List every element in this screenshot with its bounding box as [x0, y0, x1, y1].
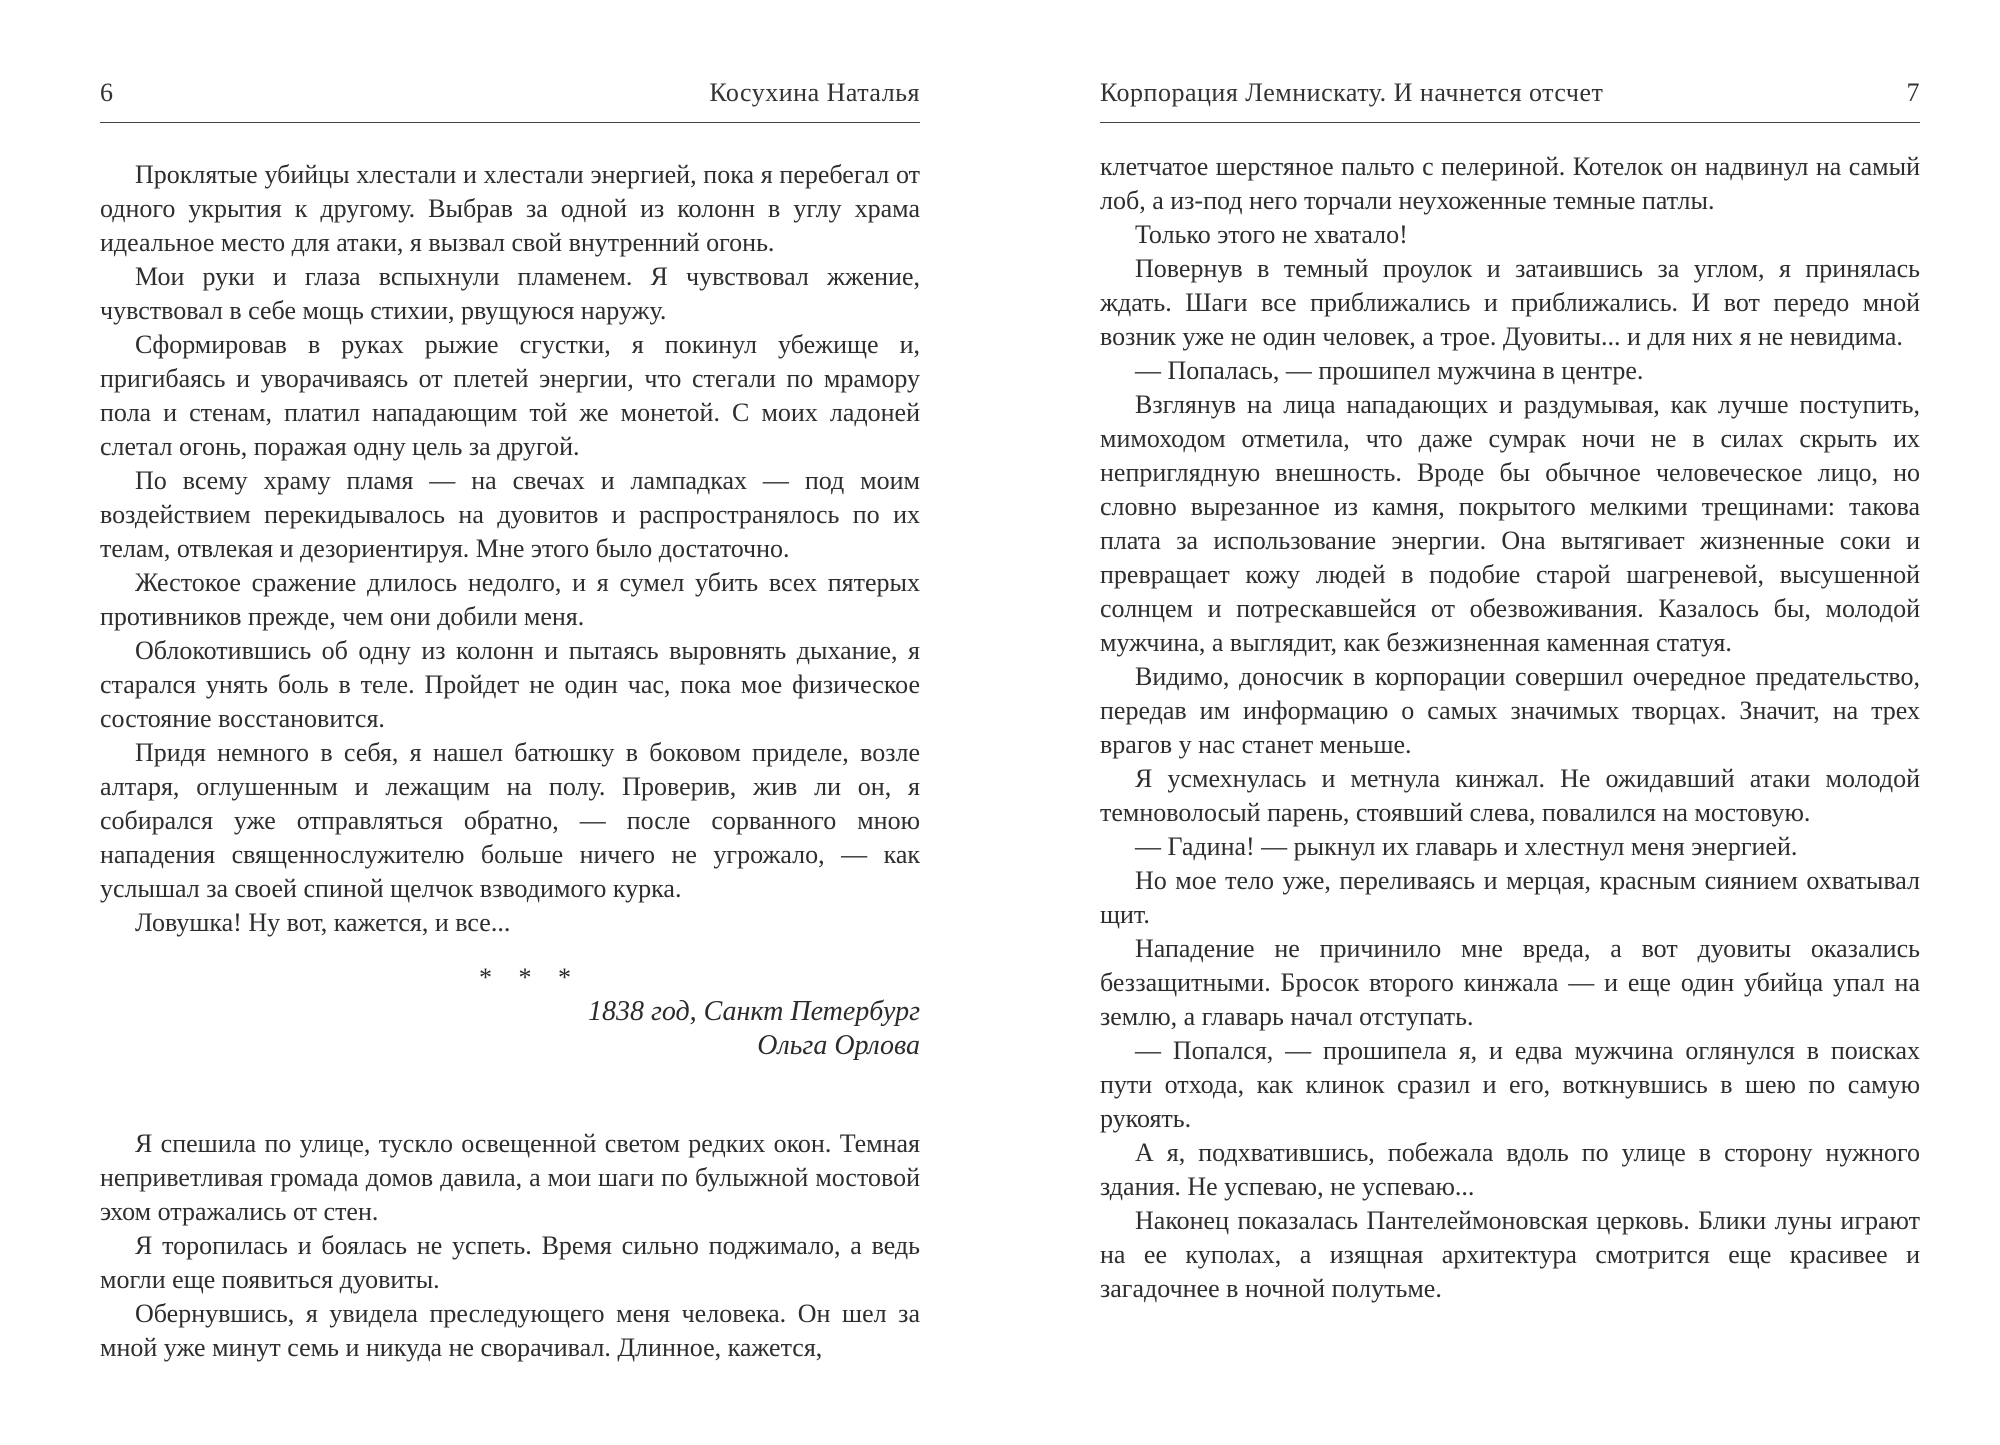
left-running-header: [100, 78, 920, 114]
section-break: * * *: [479, 963, 581, 992]
right-running-header: [1100, 78, 1920, 114]
left-header-rule: [100, 122, 920, 123]
paragraph: Придя немного в себя, я нашел батюшку в боковом приделе, возле алтаря, оглушенным и лежащим на полу. Проверив, жив ли он, я собирался уже отправляться обратно, — после сорванного мною нападения священнослужителю больше ничего не угрожало, — как услышал за своей спиной щелчок взводимого курка.: [100, 738, 920, 903]
paragraph: Наконец показалась Пантелеймоновская церковь. Блики луны играют на ее куполах, а изящная архитектура смотрится еще красивее и загадочнее в ночной полутьме.: [1100, 1206, 1920, 1303]
paragraph: Ловушка! Ну вот, кажется, и все...: [135, 908, 511, 937]
left-page: [100, 0, 920, 1445]
paragraph: Только этого не хватало!: [1135, 220, 1408, 249]
paragraph: Мои руки и глаза вспыхнули пламенем. Я чувствовал жжение, чувствовал в себе мощь стихии, рвущуюся наружу.: [100, 262, 920, 325]
paragraph: А я, подхватившись, побежала вдоль по улице в сторону нужного здания. Не успеваю, не успеваю...: [1100, 1138, 1920, 1201]
left-header-title: Косухина Наталья: [709, 78, 920, 107]
right-page: [1100, 0, 1920, 1445]
paragraph: По всему храму пламя — на свечах и лампадках — под моим воздействием перекидывалось на дуовитов и распространялось по их телам, отвлекая и дезориентируя. Мне этого было достаточно.: [100, 466, 920, 563]
paragraph: Жестокое сражение длилось недолго, и я сумел убить всех пятерых противников прежде, чем они добили меня.: [100, 568, 920, 631]
left-page-number: 6: [100, 78, 114, 107]
paragraph: Я торопилась и боялась не успеть. Время сильно поджимало, а ведь могли еще появиться дуовиты.: [100, 1231, 920, 1294]
paragraph: Проклятые убийцы хлестали и хлестали энергией, пока я перебегал от одного укрытия к другому. Выбрав за одной из колонн в углу храма идеальное место для атаки, я вызвал свой внутренний огонь.: [100, 160, 920, 257]
right-header-rule: [1100, 122, 1920, 123]
paragraph: — Гадина! — рыкнул их главарь и хлестнул меня энергией.: [1135, 832, 1798, 861]
chapter-character-name: Ольга Орлова: [757, 1030, 920, 1061]
left-page-body: [100, 158, 920, 1365]
paragraph: Взглянув на лица нападающих и раздумывая, как лучше поступить, мимоходом отметила, что даже сумрак ночи не в силах скрыть их неприглядную внешность. Вроде бы обычное человеческое лицо, но словно вырезанное из камня, покрытого мелкими трещинами: такова плата за использование энергии. Она вытягивает жизненные соки и превращает кожу людей в подобие старой шагреневой, высушенной солнцем и потрескавшейся от обезвоживания. Казалось бы, молодой мужчина, а выглядит, как безжизненная каменная статуя.: [1100, 390, 1920, 657]
paragraph: — Попалась, — прошипел мужчина в центре.: [1135, 356, 1644, 385]
right-header-title: Корпорация Лемнискату. И начнется отсчет: [1100, 78, 1604, 107]
paragraph: Повернув в темный проулок и затаившись за углом, я принялась ждать. Шаги все приближались и приближались. И вот передо мной возник уже не один человек, а трое. Дуовиты... и для них я не невидима.: [1100, 254, 1920, 351]
paragraph: Нападение не причинило мне вреда, а вот дуовиты оказались беззащитными. Бросок второго кинжала — и еще один убийца упал на землю, а главарь начал отступать.: [1100, 934, 1920, 1031]
continued-paragraph: клетчатое шерстяное пальто с пелериной. Котелок он надвинул на самый лоб, а из-под него торчали неухоженные темные патлы.: [1100, 152, 1920, 215]
paragraph: Видимо, доносчик в корпорации совершил очередное предательство, передав им информацию о самых значимых творцах. Значит, на трех врагов у нас станет меньше.: [1100, 662, 1920, 759]
chapter-dateline: 1838 год, Санкт Петербург: [587, 996, 920, 1027]
paragraph: Я спешила по улице, тускло освещенной светом редких окон. Темная неприветливая громада домов давила, а мои шаги по булыжной мостовой эхом отражались от стен.: [100, 1129, 920, 1226]
spacer: [100, 1063, 920, 1127]
paragraph: Но мое тело уже, переливаясь и мерцая, красным сиянием охватывал щит.: [1100, 866, 1920, 929]
paragraph: Сформировав в руках рыжие сгустки, я покинул убежище и, пригибаясь и уворачиваясь от плетей энергии, что стегали по мрамору пола и стенам, платил нападающим той же монетой. С моих ладоней слетал огонь, поражая одну цель за другой.: [100, 330, 920, 461]
right-page-body: [1100, 150, 1920, 1306]
paragraph: Облокотившись об одну из колонн и пытаясь выровнять дыхание, я старался унять боль в теле. Пройдет не один час, пока мое физическое состояние восстановится.: [100, 636, 920, 733]
paragraph: — Попался, — прошипела я, и едва мужчина оглянулся в поисках пути отхода, как клинок сразил и его, воткнувшись в шею по самую рукоять.: [1100, 1036, 1920, 1133]
paragraph: Обернувшись, я увидела преследующего меня человека. Он шел за мной уже минут семь и никуда не сворачивал. Длинное, кажется,: [100, 1299, 920, 1362]
paragraph: Я усмехнулась и метнула кинжал. Не ожидавший атаки молодой темноволосый парень, стоявший слева, повалился на мостовую.: [1100, 764, 1920, 827]
right-page-number: 7: [1906, 78, 1920, 107]
